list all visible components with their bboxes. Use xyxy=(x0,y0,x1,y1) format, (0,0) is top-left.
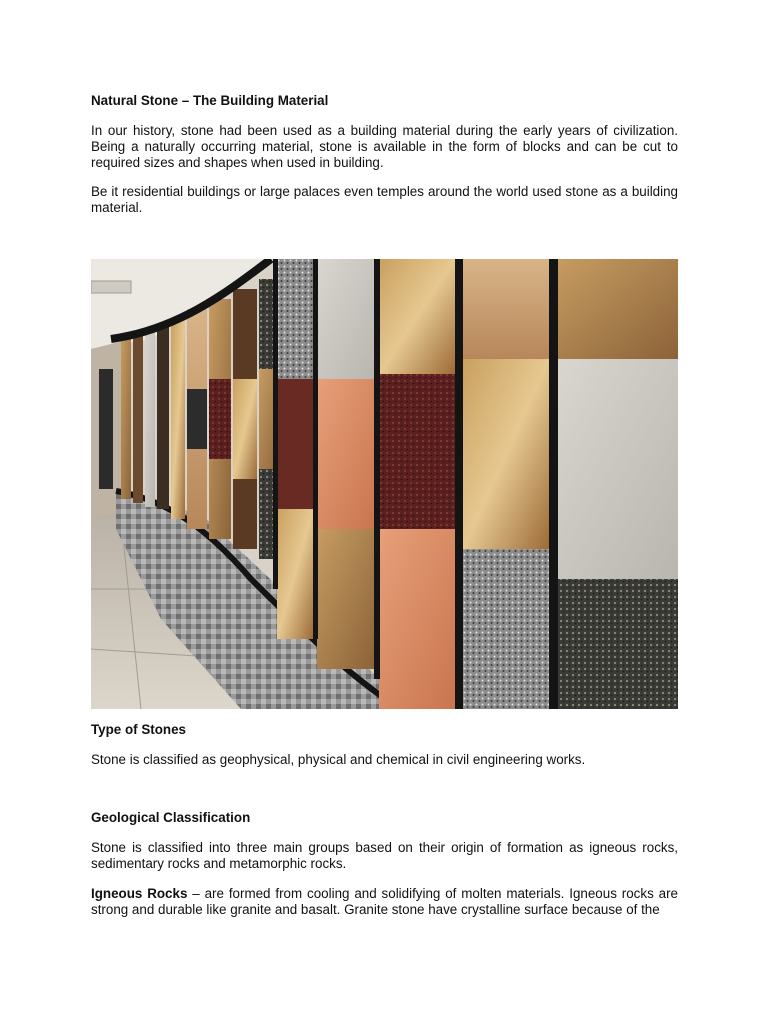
section-paragraph-geological: Stone is classified into three main groups based on their origin of formation as igneous rocks, sedimentary rocks and metamorphic rocks. xyxy=(91,840,678,871)
igneous-rocks-term: Igneous Rocks xyxy=(91,886,188,901)
stone-panels-near xyxy=(277,259,678,709)
intro-paragraph-1: In our history, stone had been used as a building material during the early years of civilization. Being a naturally occurring material, stone is available in the form of blocks and can be cut to required sizes and shapes when used in building. xyxy=(91,123,678,170)
document-title: Natural Stone – The Building Material xyxy=(91,93,329,108)
section-heading-types: Type of Stones xyxy=(91,722,186,737)
stone-showroom-photo xyxy=(91,259,678,709)
section-heading-geological: Geological Classification xyxy=(91,810,251,825)
igneous-rocks-paragraph xyxy=(91,886,678,918)
intro-paragraph-2: Be it residential buildings or large palaces even temples around the world used stone as a building material. xyxy=(91,184,678,215)
section-paragraph-types: Stone is classified as geophysical, physical and chemical in civil engineering works. xyxy=(91,752,586,767)
igneous-rocks-text: – are formed from cooling and solidifying of molten materials. Igneous rocks are strong and durable like granite and basalt. Granite stone have crystalline surface because of the xyxy=(91,886,678,917)
